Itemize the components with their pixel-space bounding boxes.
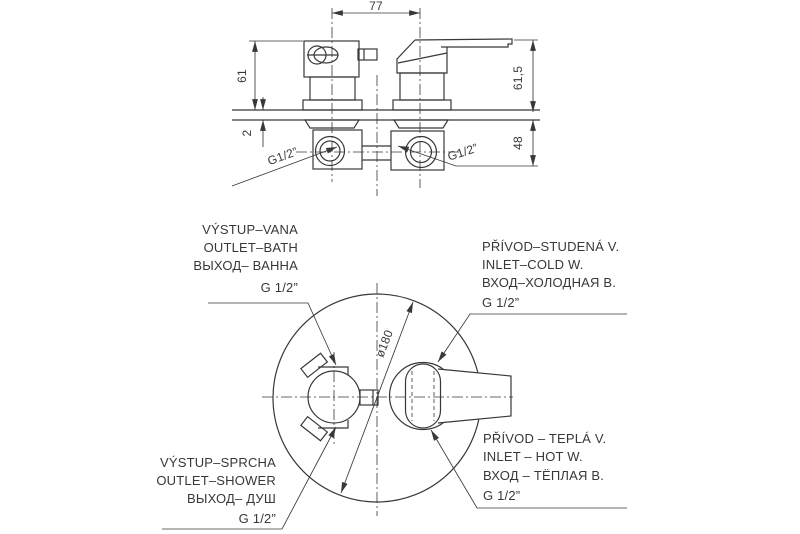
dim-61-value: 61 (235, 69, 249, 83)
outlet-bath-line-ru: ВЫХОД– ВАННА (193, 258, 298, 273)
inlet-hot-line-cz: PŘÍVOD – TEPLÁ V. (483, 431, 607, 446)
leader-inlet-cold (438, 314, 627, 362)
inlet-hot-thread: G 1/2” (483, 488, 521, 503)
mixer-neck (400, 73, 444, 100)
diverter-flange (303, 100, 362, 110)
inlet-cold-line-en: INLET–COLD W. (482, 257, 584, 272)
mixer-body-side (393, 39, 512, 110)
outlet-bath-thread: G 1/2” (260, 280, 298, 295)
outlet-bath-line-cz: VÝSTUP–VANA (202, 222, 298, 237)
outlet-bath-line-en: OUTLET–BATH (203, 240, 298, 255)
mixer-flange (393, 100, 451, 110)
diverter-side-tab (358, 49, 377, 60)
dim-diameter-value: ø180 (372, 327, 396, 360)
dim-77-value: 77 (369, 0, 383, 13)
mixer-handle-front (390, 363, 512, 430)
dim-2-value: 2 (240, 129, 254, 137)
diverter-body-side (303, 41, 377, 110)
inlet-cold-line-ru: ВХОД–ХОЛОДНАЯ В. (482, 275, 617, 290)
wall-plate (232, 110, 540, 120)
outlet-shower-thread: G 1/2” (238, 511, 276, 526)
handle-base-capsule (406, 364, 441, 428)
thread-label-left: G1/2” (265, 144, 300, 169)
dimension-2 (240, 97, 263, 147)
left-thread-inner (320, 141, 340, 161)
thread-label-right: G1/2” (445, 140, 480, 164)
outlet-shower-line-en: OUTLET–SHOWER (156, 473, 276, 488)
dim-48-value: 48 (511, 136, 525, 150)
label-outlet-shower (156, 455, 276, 526)
diverter-main-body (304, 41, 359, 77)
outlet-shower-line-ru: ВЫХОД– ДУШ (186, 491, 276, 506)
right-lower-flange (394, 120, 448, 128)
label-inlet-cold (482, 239, 619, 310)
dimension-48 (511, 120, 533, 166)
dimension-61-5 (511, 40, 538, 112)
side-view (232, 0, 540, 196)
inlet-cold-line-cz: PŘÍVOD–STUDENÁ V. (482, 239, 620, 254)
thread-callout-left (232, 144, 337, 186)
inlet-cold-thread: G 1/2” (482, 295, 520, 310)
handle-lever-front (438, 369, 511, 423)
inlet-hot-line-en: INLET – HOT W. (483, 449, 583, 464)
dim-61-5-value: 61,5 (511, 65, 525, 91)
wall-connections (305, 120, 448, 170)
label-outlet-bath (193, 222, 298, 295)
inlet-hot-line-ru: ВХОД – ТЁПЛАЯ В. (483, 468, 605, 483)
side-view-centerlines (296, 8, 460, 196)
mixer-cartridge-body (397, 40, 447, 73)
label-inlet-hot (483, 431, 606, 503)
dimension-77 (332, 0, 420, 13)
dimension-61 (235, 41, 303, 110)
mixer-lever-side (415, 39, 512, 47)
diverter-neck (310, 77, 355, 100)
outlet-shower-line-cz: VÝSTUP–SPRCHA (159, 455, 276, 470)
mixer-body-joint-line (398, 53, 447, 63)
